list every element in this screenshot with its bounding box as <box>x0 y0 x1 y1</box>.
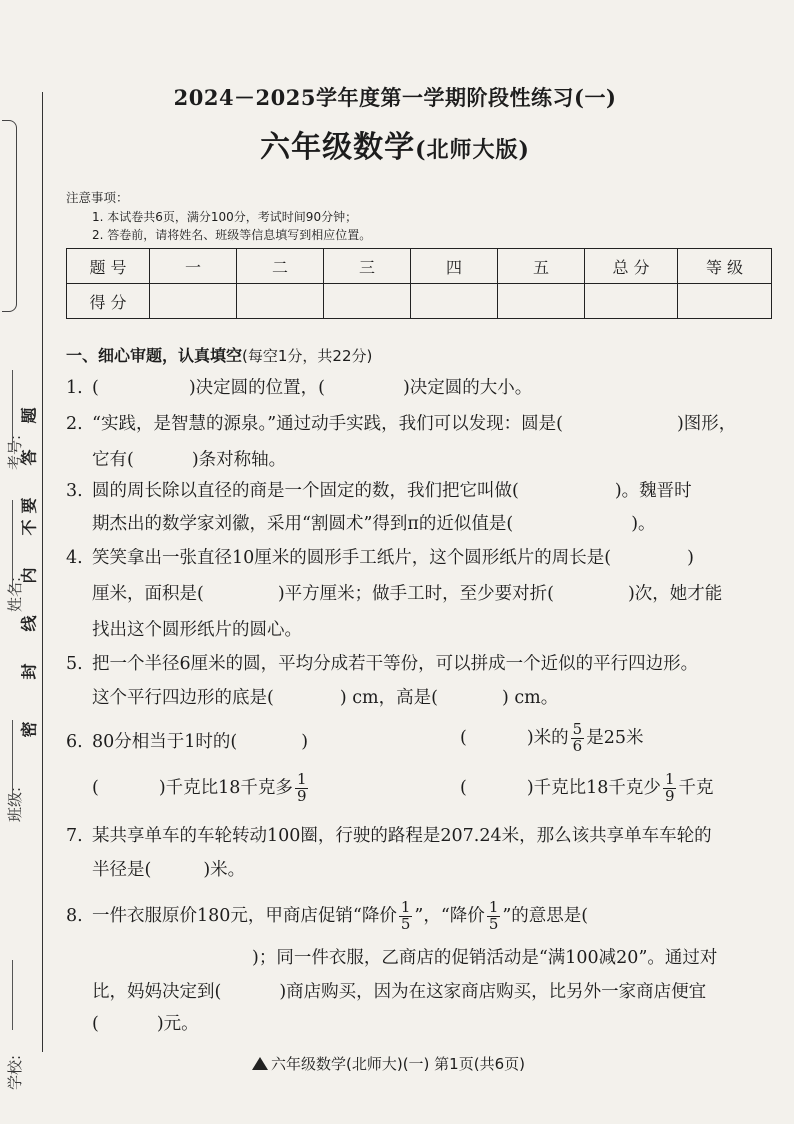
score-header-row <box>67 249 772 284</box>
q-text: 80分相当于1时的( <box>92 732 238 752</box>
question-4 <box>66 550 694 568</box>
question-6c <box>92 772 310 805</box>
name-field[interactable] <box>12 500 13 590</box>
q-text: )。魏晋时 <box>614 481 692 501</box>
question-7 <box>66 828 712 846</box>
exam-title: 2024－2025学年度第一学期阶段性练习(一) <box>173 85 617 110</box>
question-number: 8. <box>66 905 83 926</box>
question-8-line4 <box>92 1016 199 1034</box>
q-text: ( <box>460 727 467 748</box>
seal-line <box>42 92 43 1052</box>
section-heading: 一、细心审题，认真填空 <box>66 346 243 365</box>
exam-subject <box>100 122 690 166</box>
seal-char: 题 <box>19 407 39 424</box>
q-text: )元。 <box>156 1014 199 1034</box>
q-text: 半径是( <box>92 860 152 880</box>
seal-char: 线 <box>19 615 39 632</box>
question-number: 5. <box>66 654 83 674</box>
fraction-denominator: 5 <box>400 914 411 933</box>
q-text: ) cm。 <box>501 688 559 708</box>
question-number: 1. <box>66 378 83 398</box>
q-text: 某共享单车的车轮转动100圈，行驶的路程是207.24米，那么该共享单车车轮的 <box>92 826 712 846</box>
q-text: )决定圆的大小。 <box>402 378 533 398</box>
exam-number-field[interactable] <box>12 370 13 450</box>
score-input[interactable] <box>150 284 237 319</box>
fraction <box>399 900 413 933</box>
q-text: )商店购买，因为在这家商店购买，比另外一家商店便宜 <box>279 982 707 1002</box>
q-text: 是25米 <box>586 727 644 748</box>
question-3 <box>66 483 692 501</box>
q-text: )图形， <box>676 414 737 434</box>
q-text: “实践，是智慧的源泉。”通过动手实践，我们可以发现：圆是( <box>92 414 563 434</box>
q-text: )千克比18千克多 <box>158 777 293 798</box>
q-text: 笑笑拿出一张直径10厘米的圆形手工纸片，这个圆形纸片的周长是( <box>92 548 612 568</box>
section-points: (每空1分，共22分) <box>242 347 373 365</box>
seal-char: 封 <box>19 663 39 680</box>
question-6b <box>460 722 643 755</box>
q-text: 把一个半径6厘米的圆，平均分成若干等份，可以拼成一个近似的平行四边形。 <box>92 654 699 674</box>
q-text: 比，妈妈决定到( <box>92 982 222 1002</box>
score-cell: 四 <box>411 249 498 284</box>
page-footer <box>252 1053 525 1074</box>
question-2-line2 <box>92 452 286 470</box>
fraction <box>295 772 309 805</box>
fraction <box>663 772 677 805</box>
question-8-line3 <box>92 984 706 1002</box>
question-number: 3. <box>66 481 83 501</box>
q-text: )条对称轴。 <box>191 450 287 470</box>
fraction-numerator: 1 <box>664 770 675 788</box>
q-text: )决定圆的位置，( <box>188 378 325 398</box>
q-text: ) <box>687 548 694 568</box>
score-table <box>66 248 772 319</box>
question-6 <box>66 734 308 752</box>
score-cell: 五 <box>498 249 585 284</box>
q-text: )。 <box>631 514 656 534</box>
q-text: )平方厘米；做手工时，至少要对折( <box>277 584 554 604</box>
score-cell: 等 级 <box>678 249 772 284</box>
score-input[interactable] <box>411 284 498 319</box>
question-number: 4. <box>66 548 83 568</box>
seal-char: 不 <box>19 519 39 536</box>
fraction-numerator: 1 <box>400 898 411 916</box>
q-text: ”的意思是( <box>502 905 589 926</box>
question-number: 7. <box>66 826 83 846</box>
binding-tab <box>2 120 17 312</box>
q-text: )米的 <box>526 727 569 748</box>
q-text: 一件衣服原价180元，甲商店促销“降价 <box>92 905 397 926</box>
q-text: )千克比18千克少 <box>526 777 661 798</box>
footer-text: 六年级数学(北师大)(一) 第1页(共6页) <box>271 1055 525 1073</box>
score-value-row <box>67 284 772 319</box>
seal-char: 内 <box>19 567 39 584</box>
q-text: 这个平行四边形的底是( <box>92 688 274 708</box>
question-6d <box>460 772 713 805</box>
question-4-line2 <box>92 586 722 604</box>
fraction-numerator: 1 <box>488 898 499 916</box>
q-text: ) <box>301 732 309 752</box>
fraction-denominator: 9 <box>296 786 307 805</box>
q-text: 厘米，面积是( <box>92 584 204 604</box>
question-1 <box>66 380 532 398</box>
publisher-logo-icon <box>252 1057 268 1070</box>
name-label: 姓名: <box>6 576 24 612</box>
q-text: ( <box>92 777 99 798</box>
question-number: 6. <box>66 732 83 752</box>
q-text: ( <box>460 777 467 798</box>
fraction-denominator: 9 <box>664 786 675 805</box>
section-title <box>66 343 372 366</box>
score-input[interactable] <box>585 284 678 319</box>
subject-name: 六年级数学 <box>260 130 416 165</box>
score-input[interactable] <box>498 284 585 319</box>
note-item: 2. 答卷前，请将姓名、班级等信息填写到相应位置。 <box>92 228 372 242</box>
score-cell: 题 号 <box>67 249 150 284</box>
q-text: )米。 <box>203 860 246 880</box>
score-input[interactable] <box>237 284 324 319</box>
note-item: 1. 本试卷共6页，满分100分，考试时间90分钟； <box>92 210 358 224</box>
notes-heading: 注意事项： <box>66 190 129 205</box>
question-5 <box>66 656 698 674</box>
q-text: 期杰出的数学家刘徽，采用“割圆术”得到π的近似值是( <box>92 514 514 534</box>
score-cell: 三 <box>324 249 411 284</box>
score-cell: 总 分 <box>585 249 678 284</box>
class-label: 班级: <box>6 786 24 822</box>
question-3-line2 <box>92 516 656 534</box>
q-text: 圆的周长除以直径的商是一个固定的数，我们把它叫做( <box>92 481 519 501</box>
seal-char: 要 <box>19 497 39 514</box>
question-8 <box>66 900 588 933</box>
school-field[interactable] <box>12 960 13 1030</box>
fraction-denominator: 5 <box>488 914 499 933</box>
score-row-label: 得 分 <box>67 284 150 319</box>
question-5-line2 <box>92 690 558 708</box>
q-text: 千克 <box>678 777 714 798</box>
question-number: 2. <box>66 414 83 434</box>
edition-label: (北师大版) <box>415 137 530 163</box>
q-text: ( <box>92 378 99 398</box>
question-7-line2 <box>92 862 245 880</box>
seal-char: 答 <box>19 449 39 466</box>
q-text: 它有( <box>92 450 134 470</box>
fraction-numerator: 5 <box>572 720 583 738</box>
fraction <box>487 900 501 933</box>
q-text: ”，“降价 <box>414 905 485 926</box>
question-8-line2 <box>92 950 717 968</box>
score-input[interactable] <box>678 284 772 319</box>
fraction <box>571 722 585 755</box>
score-input[interactable] <box>324 284 411 319</box>
score-cell: 二 <box>237 249 324 284</box>
seal-char: 密 <box>19 721 39 738</box>
fraction-denominator: 6 <box>572 736 583 755</box>
question-2 <box>66 416 736 434</box>
q-text: )次，她才能 <box>627 584 723 604</box>
score-cell: 一 <box>150 249 237 284</box>
q-text: ( <box>92 1014 99 1034</box>
exam-number-label: 考号: <box>6 434 24 470</box>
q-text: ) cm，高是( <box>339 688 438 708</box>
q-text: )；同一件衣服，乙商店的促销活动是“满100减20”。通过对 <box>252 948 718 968</box>
fraction-numerator: 1 <box>296 770 307 788</box>
class-field[interactable] <box>12 720 13 800</box>
school-label: 学校: <box>6 1054 24 1090</box>
question-4-line3: 找出这个圆形纸片的圆心。 <box>92 620 302 640</box>
